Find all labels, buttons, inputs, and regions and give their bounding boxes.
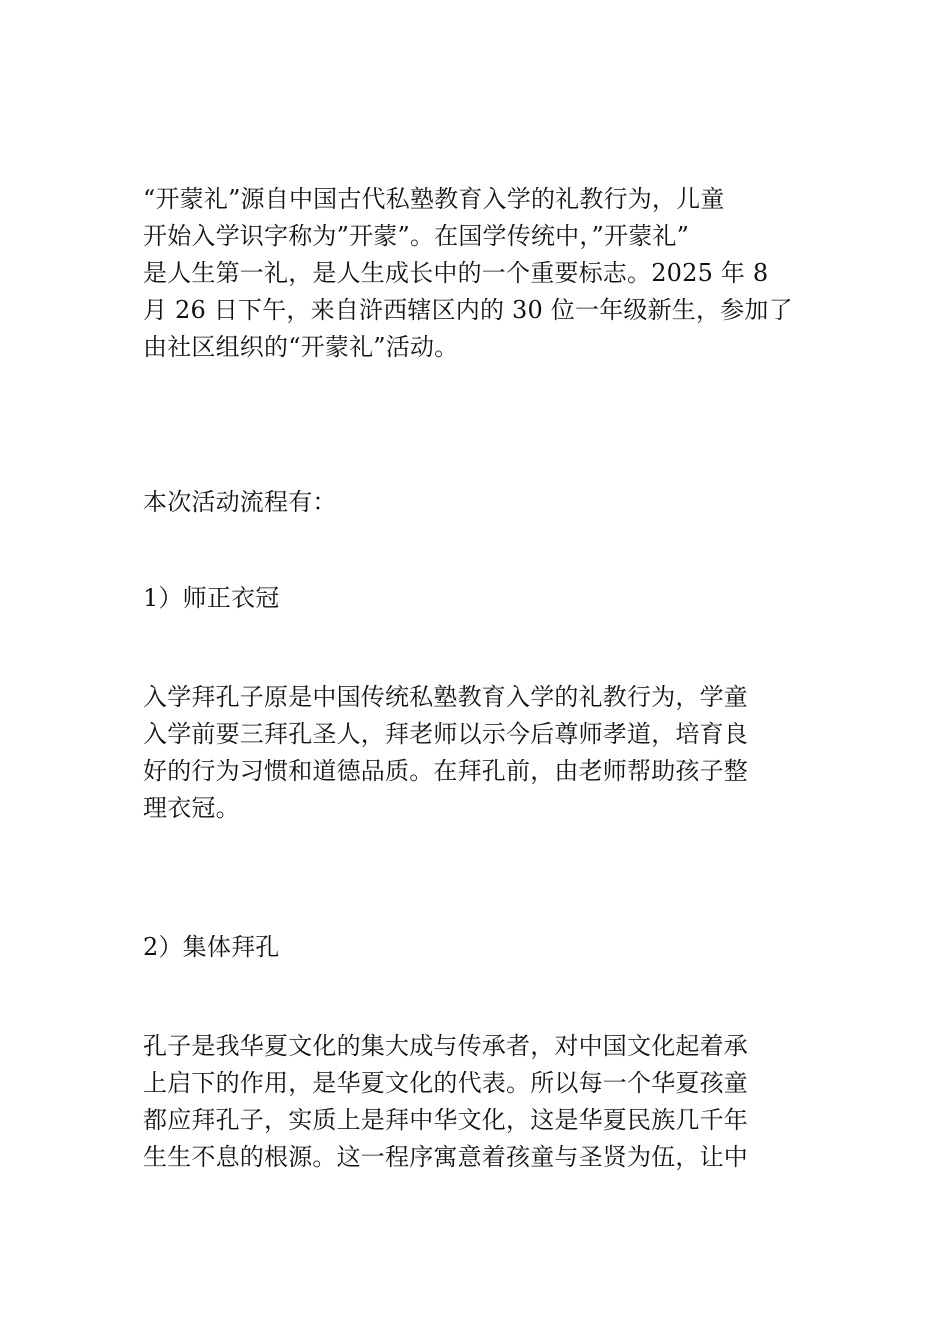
text-line: 好的行为习惯和道德品质。在拜孔前，由老师帮助孩子整: [143, 757, 748, 785]
step-1-paragraph: [143, 679, 807, 827]
text-line: 是人生第一礼，是人生成长中的一个重要标志。2025 年 8: [143, 259, 769, 287]
text-line: 入学拜孔子原是中国传统私塾教育入学的礼教行为，学童: [143, 683, 748, 711]
text-line: 由社区组织的“开蒙礼”活动。: [143, 333, 459, 361]
process-intro-paragraph: [143, 484, 807, 521]
text-line: “开蒙礼”源自中国古代私塾教育入学的礼教行为，儿童: [143, 185, 725, 213]
text-line: 孔子是我华夏文化的集大成与传承者，对中国文化起着承: [143, 1032, 748, 1060]
text-line: 都应拜孔子，实质上是拜中华文化，这是华夏民族几千年: [143, 1106, 748, 1134]
intro-paragraph: [143, 181, 807, 366]
step-2-heading: [143, 929, 807, 966]
text-line: 月 26 日下午，来自浒西辖区内的 30 位一年级新生，参加了: [143, 296, 793, 324]
text-line: 入学前要三拜孔圣人，拜老师以示今后尊师孝道，培育良: [143, 720, 748, 748]
step-1-heading: [143, 580, 807, 617]
text-line: 生生不息的根源。这一程序寓意着孩童与圣贤为伍，让中: [143, 1143, 748, 1171]
step-2-paragraph: [143, 1028, 807, 1176]
text-line: 理衣冠。: [143, 794, 240, 822]
text-line: 开始入学识字称为”开蒙”。在国学传统中，”开蒙礼”: [143, 222, 690, 250]
text-line: 上启下的作用，是华夏文化的代表。所以每一个华夏孩童: [143, 1069, 748, 1097]
text-line: 本次活动流程有：: [143, 488, 337, 516]
text-line: 2）集体拜孔: [143, 933, 280, 961]
text-line: 1）师正衣冠: [143, 584, 280, 612]
